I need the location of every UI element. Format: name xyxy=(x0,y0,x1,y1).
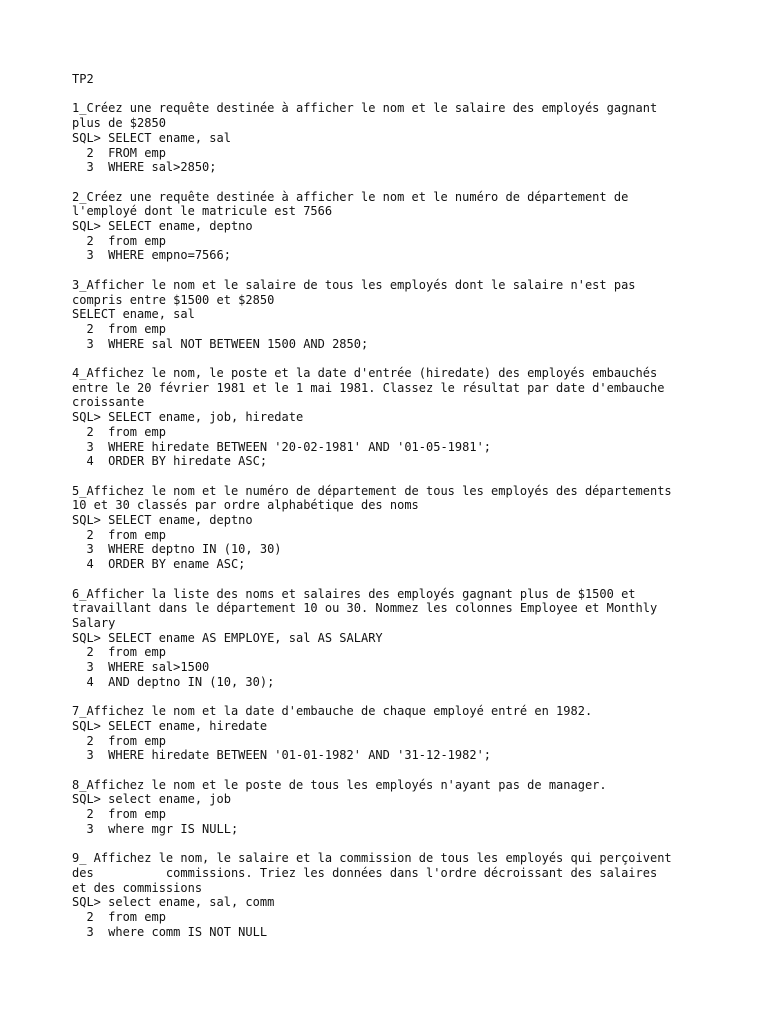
text-line: et des commissions xyxy=(72,880,203,895)
sql-code-line: SELECT ename, sal xyxy=(72,307,195,322)
sql-code-line: 2 from emp xyxy=(72,807,166,822)
document-title: TP2 xyxy=(72,72,94,86)
sql-code-line: 3 WHERE deptno IN (10, 30) xyxy=(72,542,282,557)
sql-code-line: 3 WHERE empno=7566; xyxy=(72,248,231,263)
blank-line xyxy=(72,263,712,278)
sql-code-line: SQL> SELECT ename, job, hiredate xyxy=(72,410,304,425)
text-line: travaillant dans le département 10 ou 30. Nommez les colonnes Employee et Monthly xyxy=(72,601,658,616)
sql-code-line: 4 ORDER BY ename ASC; xyxy=(72,557,246,572)
exercise-question-line: 8_Affichez le nom et le poste de tous les employés n'ayant pas de manager. xyxy=(72,777,607,792)
sql-code-line: SQL> SELECT ename, deptno xyxy=(72,513,253,528)
blank-line xyxy=(72,572,712,587)
sql-code-line: 2 from emp xyxy=(72,527,166,542)
exercise-question-line: 2_Créez une requête destinée à afficher le nom et le numéro de département de xyxy=(72,189,629,204)
sql-code-line: SQL> SELECT ename, sal xyxy=(72,130,231,145)
text-line: 10 et 30 classés par ordre alphabétique des noms xyxy=(72,498,419,513)
exercise-question-line: 1_Créez une requête destinée à afficher le nom et le salaire des employés gagnant xyxy=(72,101,658,116)
sql-code-line: 2 FROM emp xyxy=(72,145,166,160)
sql-code-line: SQL> SELECT ename, hiredate xyxy=(72,718,268,733)
sql-code-line: SQL> select ename, sal, comm xyxy=(72,895,275,910)
sql-code-line: 3 where mgr IS NULL; xyxy=(72,821,239,836)
sql-code-line: 3 WHERE hiredate BETWEEN '20-02-1981' AND '01-05-1981'; xyxy=(72,439,492,454)
sql-code-line: 2 from emp xyxy=(72,645,166,660)
sql-code-line: 3 WHERE hiredate BETWEEN '01-01-1982' AND '31-12-1982'; xyxy=(72,748,492,763)
blank-line xyxy=(72,763,712,778)
text-line: croissante xyxy=(72,395,145,410)
sql-code-line: 3 where comm IS NOT NULL xyxy=(72,924,268,939)
blank-line xyxy=(72,351,712,366)
text-line: l'employé dont le matricule est 7566 xyxy=(72,204,333,219)
blank-line xyxy=(72,689,712,704)
text-line: des commissions. Triez les données dans l'ordre décroissant des salaires xyxy=(72,865,658,880)
sql-code-line: 3 WHERE sal>1500 xyxy=(72,660,210,675)
blank-line xyxy=(72,836,712,851)
exercise-question-line: 4_Affichez le nom, le poste et la date d'entrée (hiredate) des employés embauchés xyxy=(72,366,658,380)
sql-code-line: 2 from emp xyxy=(72,909,166,924)
exercise-question-line: 9_ Affichez le nom, le salaire et la commission de tous les employés qui perçoivent xyxy=(72,851,672,866)
sql-code-line: 4 AND deptno IN (10, 30); xyxy=(72,674,275,689)
text-line: entre le 20 février 1981 et le 1 mai 1981. Classez le résultat par date d'embauche xyxy=(72,380,665,395)
sql-code-line: SQL> SELECT ename, deptno xyxy=(72,219,253,233)
text-line: Salary xyxy=(72,615,116,630)
exercise-question-line: 5_Affichez le nom et le numéro de département de tous les employés des départements xyxy=(72,483,672,498)
sql-code-line: 2 from emp xyxy=(72,733,166,748)
sql-code-line: 4 ORDER BY hiredate ASC; xyxy=(72,454,268,469)
exercise-question-line: 6_Afficher la liste des noms et salaires des employés gagnant plus de $1500 et xyxy=(72,586,636,601)
sql-code-line: 2 from emp xyxy=(72,424,166,439)
sql-code-line: 3 WHERE sal NOT BETWEEN 1500 AND 2850; xyxy=(72,336,369,351)
sql-code-line: 2 from emp xyxy=(72,233,166,248)
text-line: plus de $2850 xyxy=(72,116,166,131)
exercise-question-line: 3_Afficher le nom et le salaire de tous les employés dont le salaire n'est pas xyxy=(72,277,636,292)
text-line: compris entre $1500 et $2850 xyxy=(72,292,275,307)
blank-line xyxy=(72,87,712,102)
document-page xyxy=(72,72,712,939)
sql-code-line: 3 WHERE sal>2850; xyxy=(72,160,217,175)
blank-line xyxy=(72,175,712,190)
sql-code-line: 2 from emp xyxy=(72,321,166,336)
sql-code-line: SQL> select ename, job xyxy=(72,792,231,807)
exercise-question-line: 7_Affichez le nom et la date d'embauche de chaque employé entré en 1982. xyxy=(72,704,593,719)
blank-line xyxy=(72,469,712,484)
sql-code-line: SQL> SELECT ename AS EMPLOYE, sal AS SALARY xyxy=(72,630,383,645)
